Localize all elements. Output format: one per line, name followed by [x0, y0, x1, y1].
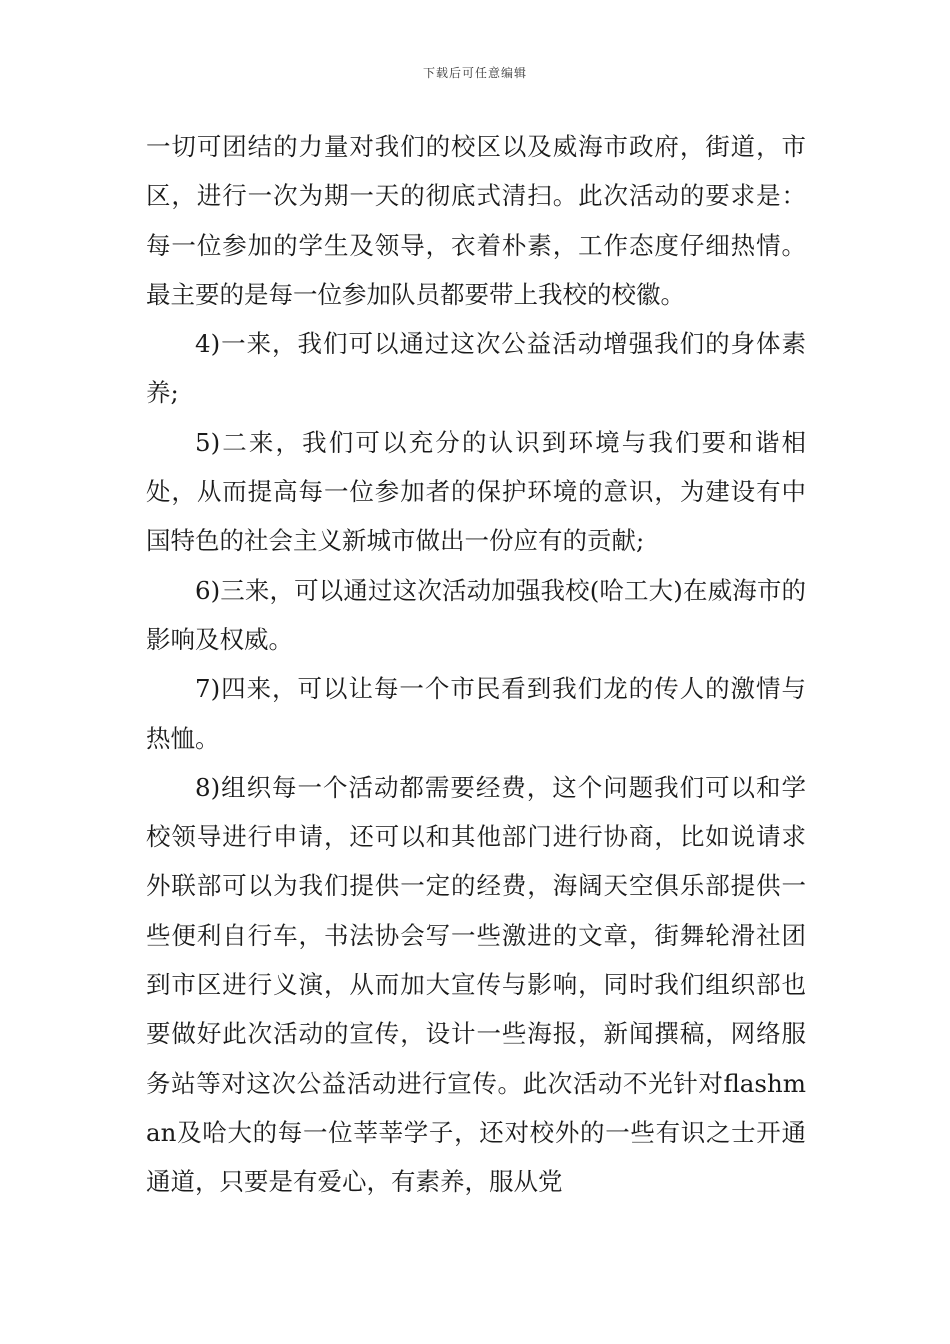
- paragraph-item-8: 8)组织每一个活动都需要经费，这个问题我们可以和学校领导进行申请，还可以和其他部门进行协商，比如说请求外联部可以为我们提供一定的经费，海阔天空俱乐部提供一些便利自行车，书法协会写一些激进的文章，街舞轮滑社团到市区进行义演，从而加大宣传与影响，同时我们组织部也要做好此次活动的宣传，设计一些海报，新闻撰稿，网络服务站等对这次公益活动进行宣传。此次活动不光针对flashman及哈大的每一位莘莘学子，还对校外的一些有识之士开通通道，只要是有爱心，有素养，服从党: [146, 772, 806, 1197]
- header-note: 下载后可任意编辑: [422, 66, 527, 80]
- paragraph-item-6: 6)三来，可以通过这次活动加强我校(哈工大)在威海市的影响及权威。: [146, 575, 806, 654]
- document-body: [146, 122, 806, 1207]
- paragraph-item-5: 5)二来，我们可以充分的认识到环境与我们要和谐相处，从而提高每一位参加者的保护环境的意识，为建设有中国特色的社会主义新城市做出一份应有的贡献;: [146, 427, 806, 556]
- paragraph-item-4: 4)一来，我们可以通过这次公益活动增强我们的身体素养;: [146, 329, 806, 408]
- paragraph-item-7: 7)四来，可以让每一个市民看到我们龙的传人的激情与热恤。: [146, 674, 806, 753]
- paragraph-continuation: 一切可团结的力量对我们的校区以及威海市政府，街道，市区，进行一次为期一天的彻底式清扫。此次活动的要求是：每一位参加的学生及领导，衣着朴素，工作态度仔细热情。最主要的是每一位参加队员都要带上我校的校徽。: [146, 132, 806, 309]
